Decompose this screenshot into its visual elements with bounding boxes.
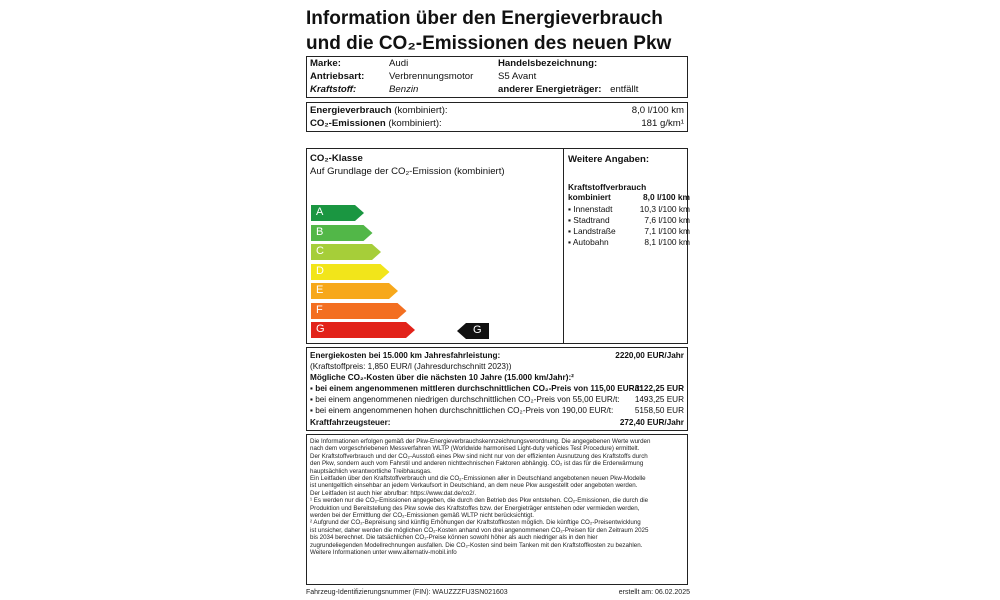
page-title — [306, 6, 696, 56]
co2-cost-mid-row — [310, 384, 684, 394]
trade-label: Handelsbezeichnung: — [498, 58, 598, 69]
fuel-combined-label: kombiniert — [568, 192, 611, 202]
vehicle-tax-value: 272,40 EUR/Jahr — [619, 418, 684, 427]
drive-row — [310, 71, 474, 83]
energy-cost-label: Energiekosten bei 15.000 km Jahresfahrleistung: — [310, 351, 501, 360]
co2-cost-low-label: bei einem angenommenen niedrigen durchschnittlichen CO₂-Preis von 55,00 EUR/t: — [315, 395, 620, 404]
bullet-icon: ▪ — [310, 406, 316, 415]
co2-cost-low-row — [310, 395, 684, 405]
brand-label: Marke: — [310, 58, 341, 69]
other-energy-row — [498, 84, 638, 96]
trade-row — [498, 58, 597, 70]
current-class-letter: G — [473, 324, 482, 336]
fuel-row-label: Innenstadt — [573, 204, 613, 214]
co2-class-arrow-f — [311, 303, 407, 319]
fin-footer: Fahrzeug-Identifizierungsnummer (FIN): WAUZZZFU3SN021603 — [306, 589, 508, 596]
fuel-row-label: Stadtrand — [573, 215, 610, 225]
vehicle-tax-label: Kraftfahrzeugsteuer: — [310, 418, 391, 427]
co2-class-arrow-e — [311, 283, 398, 299]
fuel-row-suburban — [568, 215, 690, 226]
vehicle-info-box — [306, 56, 688, 98]
legal-notes: Die Informationen erfolgen gemäß der Pkw-Energieverbrauchskennzeichnungsverordnung. Die angegebenen Werte wurden nach dem vorgeschriebenen Messverfahren WLTP (Worldwide harmonised Light-duty vehicles Test Procedure) ermittelt. Der Kraftstoffverbrauch und der CO₂-Ausstoß eines Pkw sind nicht nur von der effizienten Ausnutzung des Kraftstoffs durch den Pkw, sondern auch vom Fahrstil und anderen nichttechnischen Faktoren abhängig. CO₂ ist das für die Erderwärmung hauptsächlich verantwortliche Treibhausgas. Ein Leitfaden über den Kraftstoffverbrauch und die CO₂-Emissionen aller in Deutschland angebotenen neuen Pkw-Modelle ist unentgeltlich einsehbar an jedem Verkaufsort in Deutschland, an dem neue Pkw ausgestellt oder angeboten werden. Der Leitfaden ist auch hier abrufbar: https://www.dat.de/co2/. ¹ Es werden nur die CO₂-Emissionen angegeben, die durch den Betrieb des Pkw entstehen. CO₂-Emissionen, die durch die Produktion und Bereitstellung des Pkw sowie des Kraftstoffes bzw. der Energieträger entstehen oder vermieden werden, werden bei der Ermittlung der CO₂-Emissionen gemäß WLTP nicht berücksichtigt. ² Aufgrund der CO₂-Bepreisung sind künftig Erhöhungen der Kraftstoffkosten möglich. Die künftige CO₂-Preisentwicklung ist unsicher, daher werden die möglichen CO₂-Kosten anhand von drei angenommenen CO₂-Preisen für den Zeitraum 2025 bis 2034 berechnet. Die tatsächlichen CO₂-Preise können sowohl höher als auch niedriger als in den hier zugrundeliegenden Modellrechnungen ausfallen. Die CO₂-Kosten sind beim Tanken mit den Kraftstoffkosten zu bezahlen. Weitere Informationen unter www.alternativ-mobil.info — [310, 438, 651, 557]
co2-class-arrow-d — [311, 264, 390, 280]
co2-class-arrow-c — [311, 244, 381, 260]
energy-consumption-value: 8,0 l/100 km — [631, 105, 684, 116]
drive-value: Verbrennungsmotor — [389, 71, 474, 82]
fuel-consumption-title: Kraftstoffverbrauch — [568, 182, 647, 192]
bullet-icon: ▪ — [310, 384, 316, 393]
co2-emission-value: 181 g/km¹ — [641, 118, 684, 129]
co2-class-arrow-b — [311, 225, 373, 241]
co2-class-letter: E — [316, 284, 324, 296]
class-arrow-shape-icon — [311, 303, 407, 319]
title-line-1: Information über den Energieverbrauch — [306, 8, 663, 29]
co2-class-letter: F — [316, 303, 323, 316]
bullet-icon: ▪ — [568, 204, 574, 214]
co2-emission-suffix: (kombiniert): — [385, 118, 442, 129]
fuel-value: Benzin — [389, 84, 419, 95]
co2-class-letter: B — [316, 225, 324, 238]
fuel-combined-row — [568, 192, 690, 203]
energy-consumption-suffix: (kombiniert): — [391, 105, 448, 116]
other-energy-label: anderer Energieträger: — [498, 84, 602, 95]
co2-class-box — [306, 148, 688, 344]
fuel-row-value: 8,1 l/100 km — [644, 237, 690, 247]
co2-class-arrow-a — [311, 205, 364, 221]
title-line-2: und die CO₂-Emissionen des neuen Pkw — [306, 33, 672, 54]
co2-class-letter: G — [316, 323, 325, 335]
co2-emission-row — [310, 118, 684, 130]
fuel-price-text: (Kraftstoffpreis: 1,850 EUR/l (Jahresdurchschnitt 2023)) — [310, 362, 512, 371]
co2-cost-mid-label: bei einem angenommenen mittleren durchschnittlichen CO₂-Preis von 115,00 EUR/t: — [315, 384, 643, 393]
notes-box — [306, 434, 688, 585]
co2-cost-high-row — [310, 406, 684, 416]
energy-cost-row — [310, 351, 684, 361]
fuel-row-value: 7,1 l/100 km — [644, 226, 690, 236]
current-class-marker — [457, 323, 489, 339]
consumption-box — [306, 102, 688, 132]
co2-class-letter: C — [316, 245, 324, 257]
co2-emission-label: CO₂-Emissionen — [310, 118, 386, 129]
energy-label-page — [306, 0, 690, 600]
co2-class-letter: D — [316, 264, 324, 277]
fuel-row-rural — [568, 226, 690, 237]
fuel-row-label: Autobahn — [572, 237, 609, 247]
brand-value: Audi — [389, 58, 409, 69]
fuel-combined-value: 8,0 l/100 km — [642, 192, 690, 202]
brand-row — [310, 58, 409, 70]
possible-co2-costs-label: Mögliche CO₂-Kosten über die nächsten 10 Jahre (15.000 km/Jahr):² — [310, 373, 574, 382]
fuel-row — [310, 84, 419, 96]
created-date-footer: erstellt am: 06.02.2025 — [618, 589, 690, 596]
co2-cost-high-label: bei einem angenommenen hohen durchschnittlichen CO₂-Preis von 190,00 EUR/t: — [315, 406, 614, 415]
bullet-icon: ▪ — [568, 237, 573, 247]
other-energy-value: entfällt — [610, 84, 639, 95]
fuel-price-row — [310, 362, 684, 372]
energy-cost-value: 2220,00 EUR/Jahr — [615, 351, 684, 360]
bullet-icon: ▪ — [568, 215, 574, 225]
bullet-icon: ▪ — [568, 226, 574, 236]
co2-cost-low-value: 1493,25 EUR — [634, 395, 684, 404]
co2-cost-mid-value: 3122,25 EUR — [634, 384, 684, 393]
more-info-title: Weitere Angaben: — [568, 154, 650, 165]
co2-class-title: CO₂-Klasse — [310, 153, 363, 164]
co2-class-divider — [563, 149, 564, 343]
costs-box — [306, 347, 688, 431]
class-arrow-shape-icon — [311, 322, 415, 338]
fuel-row-value: 7,6 l/100 km — [644, 215, 690, 225]
vehicle-tax-row — [310, 418, 684, 428]
fuel-row-highway — [568, 237, 690, 248]
fuel-row-label: Landstraße — [573, 226, 616, 236]
bullet-icon: ▪ — [310, 395, 316, 404]
drive-label: Antriebsart: — [310, 71, 365, 82]
trade-value: S5 Avant — [498, 71, 537, 82]
fuel-label: Kraftstoff: — [310, 84, 357, 95]
energy-consumption-row — [310, 105, 684, 117]
fuel-row-city — [568, 204, 690, 215]
possible-co2-costs-row — [310, 373, 684, 383]
class-arrow-shape-icon — [311, 283, 398, 299]
co2-cost-high-value: 5158,50 EUR — [634, 406, 684, 415]
energy-consumption-label: Energieverbrauch — [310, 105, 392, 116]
trade-value-row — [498, 71, 536, 83]
co2-class-letter: A — [316, 206, 324, 218]
co2-class-subtitle: Auf Grundlage der CO₂-Emission (kombiniert) — [310, 166, 505, 177]
fuel-row-value: 10,3 l/100 km — [639, 204, 690, 214]
co2-class-arrow-g — [311, 322, 415, 338]
